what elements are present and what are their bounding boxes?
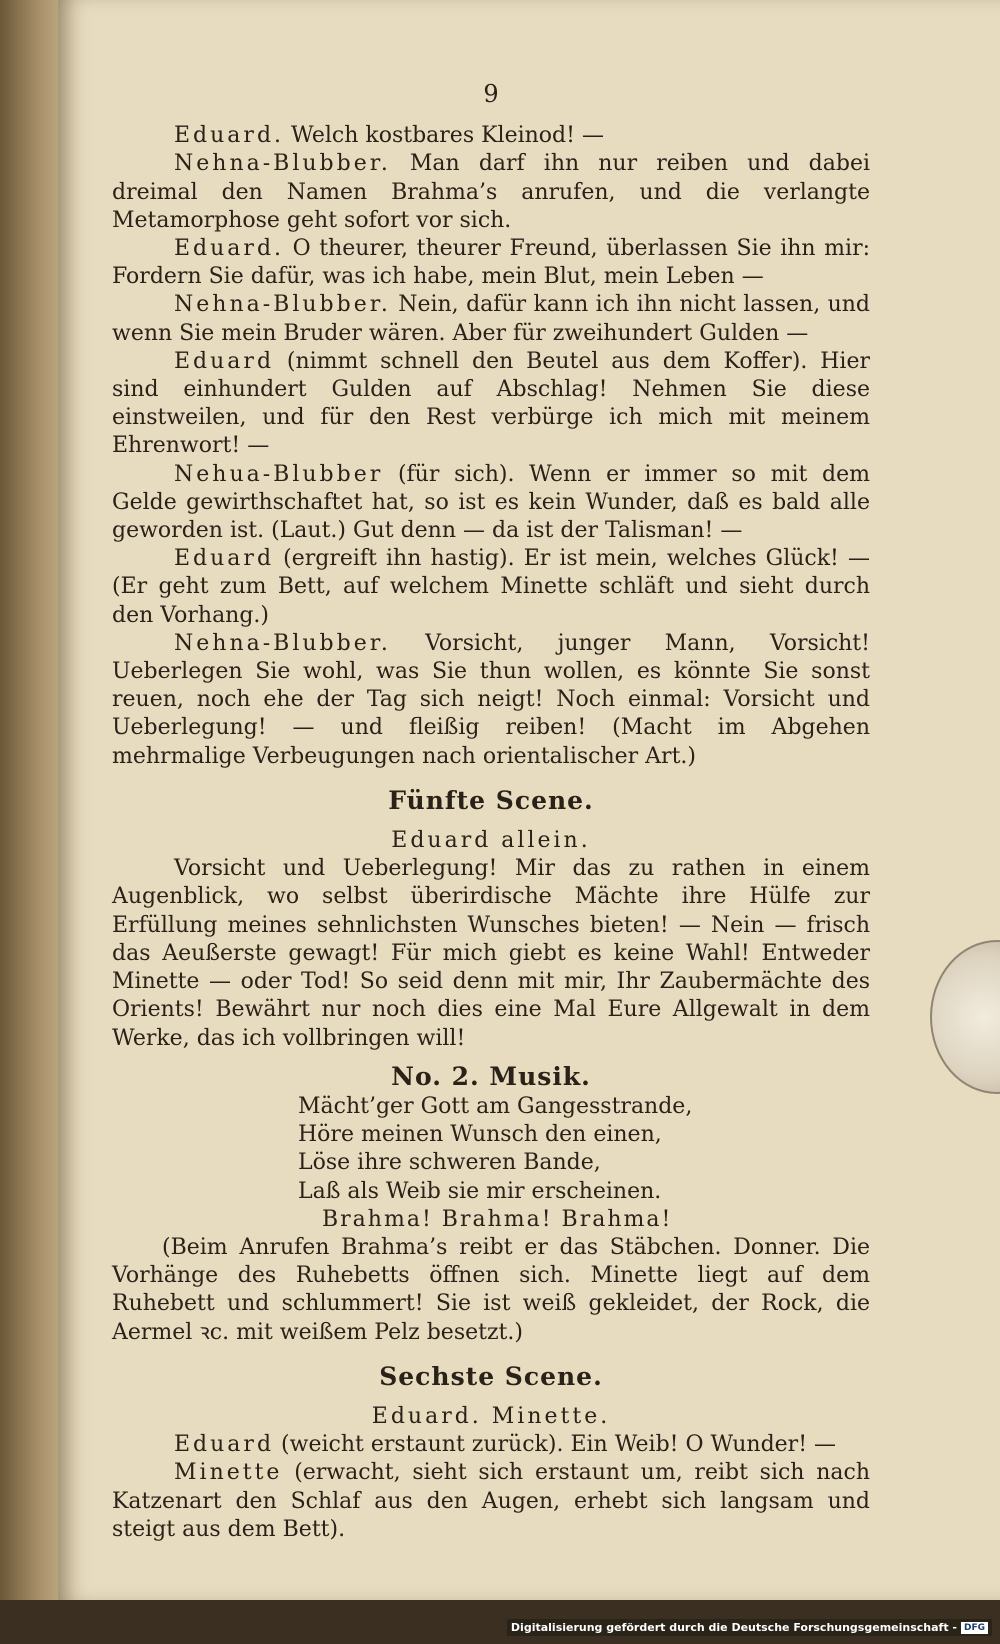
speaker-name: Nehua-Blubber <box>174 461 384 487</box>
line-text: (ergreift ihn hastig). Er ist mein, welches Glück! — (Er geht zum Bett, auf welchem Minette schläft und sieht durch den Vorhang.) <box>112 546 870 628</box>
line-text: Man darf ihn nur reiben und dabei dreimal den Namen Brahma’s anrufen, und die verlangte Metamorphose geht sofort vor sich. <box>112 151 870 233</box>
verse-line: Laß als Weib sie mir erscheinen. <box>298 1178 662 1204</box>
scene-heading: Sechste Scene. <box>379 1361 603 1391</box>
speaker-name: Eduard <box>174 348 275 374</box>
page-text <box>112 80 870 1544</box>
dialogue-line <box>112 461 870 546</box>
line-text: (nimmt schnell den Beutel aus dem Koffer). Hier sind einhundert Gulden auf Abschlag! Nehmen Sie diese einstweilen, und für den Rest verbürge ich mich mit meinem Ehrenwort! — <box>112 348 870 459</box>
verse-line: Brahma! Brahma! Brahma! <box>322 1206 673 1232</box>
dialogue-line <box>112 291 870 347</box>
footer-bar <box>0 1600 1000 1644</box>
dfg-logo-icon: DFG <box>961 1622 988 1634</box>
line-text: Welch kostbares Kleinod! — <box>284 123 604 149</box>
scene-characters: Eduard. Minette. <box>371 1403 611 1429</box>
dialogue-line <box>112 1431 870 1459</box>
monologue: Vorsicht und Ueberlegung! Mir das zu rathen in einem Augenblick, wo selbst überirdische Mächte ihre Hülfe zur Erfüllung meines sehnlichsten Wunsches bieten! — Nein — frisch das Aeußerste gewagt! Für mich giebt es keine Wahl! Entweder Minette — oder Tod! So seid denn mit mir, Ihr Zaubermächte des Orients! Bewährt nur noch dies eine Mal Eure Allgewalt in dem Werke, das ich vollbringen will! <box>112 856 870 1051</box>
dialogue-block-2 <box>112 1431 870 1544</box>
line-text: O theurer, theurer Freund, überlassen Sie ihn mir: Fordern Sie dafür, was ich habe, mein Blut, mein Leben — <box>112 236 870 290</box>
verse-block <box>112 1093 870 1234</box>
line-text: Nein, dafür kann ich ihn nicht lassen, und wenn Sie mein Bruder wären. Aber für zweihundert Gulden — <box>112 292 870 346</box>
speaker-name: Nehna-Blubber. <box>174 630 391 656</box>
scene-characters: Eduard allein. <box>391 828 591 854</box>
speaker-name: Nehna-Blubber. <box>174 292 391 318</box>
line-text: (erwacht, sieht sich erstaunt um, reibt sich nach Katzenart den Schlaf aus den Augen, erhebt sich langsam und steigt aus dem Bett). <box>112 1460 870 1542</box>
dialogue-line <box>112 630 870 771</box>
scene-heading: Fünfte Scene. <box>388 785 594 815</box>
music-heading: No. 2. Musik. <box>391 1061 591 1091</box>
speaker-name: Eduard <box>174 1432 275 1458</box>
dialogue-line <box>112 545 870 630</box>
speaker-name: Eduard <box>174 546 275 572</box>
verse-line: Löse ihre schweren Bande, <box>298 1150 601 1176</box>
dialogue-line <box>112 150 870 235</box>
dialogue-line <box>112 122 870 150</box>
dialogue-line <box>112 1459 870 1544</box>
stage-direction: (Beim Anrufen Brahma’s reibt er das Stäbchen. Donner. Die Vorhänge des Ruhebetts öffnen sich. Minette liegt auf dem Ruhebett und schlummert! Sie ist weiß gekleidet, der Rock, die Aermel ꝛc. mit weißem Pelz besetzt.) <box>112 1234 870 1345</box>
line-text: (für sich). Wenn er immer so mit dem Gelde gewirthschaftet hat, so ist es kein Wunder, daß es bald alle geworden ist. (Laut.) Gut denn — da ist der Talisman! — <box>112 461 870 544</box>
dialogue-block-1 <box>112 122 870 771</box>
dialogue-line <box>112 348 870 461</box>
speaker-name: Minette <box>174 1460 283 1486</box>
verse-line: Höre meinen Wunsch den einen, <box>298 1122 662 1148</box>
line-text: (weicht erstaunt zurück). Ein Weib! O Wunder! — <box>274 1432 837 1458</box>
speaker-name: Nehna-Blubber. <box>174 151 391 177</box>
dialogue-line <box>112 235 870 291</box>
digitization-credit <box>507 1619 992 1636</box>
speaker-name: Eduard. <box>174 123 285 149</box>
verse-line: Mächt’ger Gott am Gangesstrande, <box>298 1093 693 1119</box>
page-number: 9 <box>483 80 499 108</box>
credit-text: Digitalisierung gefördert durch die Deutsche Forschungsgemeinschaft - <box>510 1621 957 1634</box>
line-text: Vorsicht, junger Mann, Vorsicht! Ueberlegen Sie wohl, was Sie thun wollen, es könnte Sie sonst reuen, noch ehe der Tag sich neigt! Noch einmal: Vorsicht und Ueberlegung! — und fleißig reiben! (Macht im Abgehen mehrmalige Verbeugungen nach orientalischer Art.) <box>112 630 870 769</box>
speaker-name: Eduard. <box>174 236 285 262</box>
